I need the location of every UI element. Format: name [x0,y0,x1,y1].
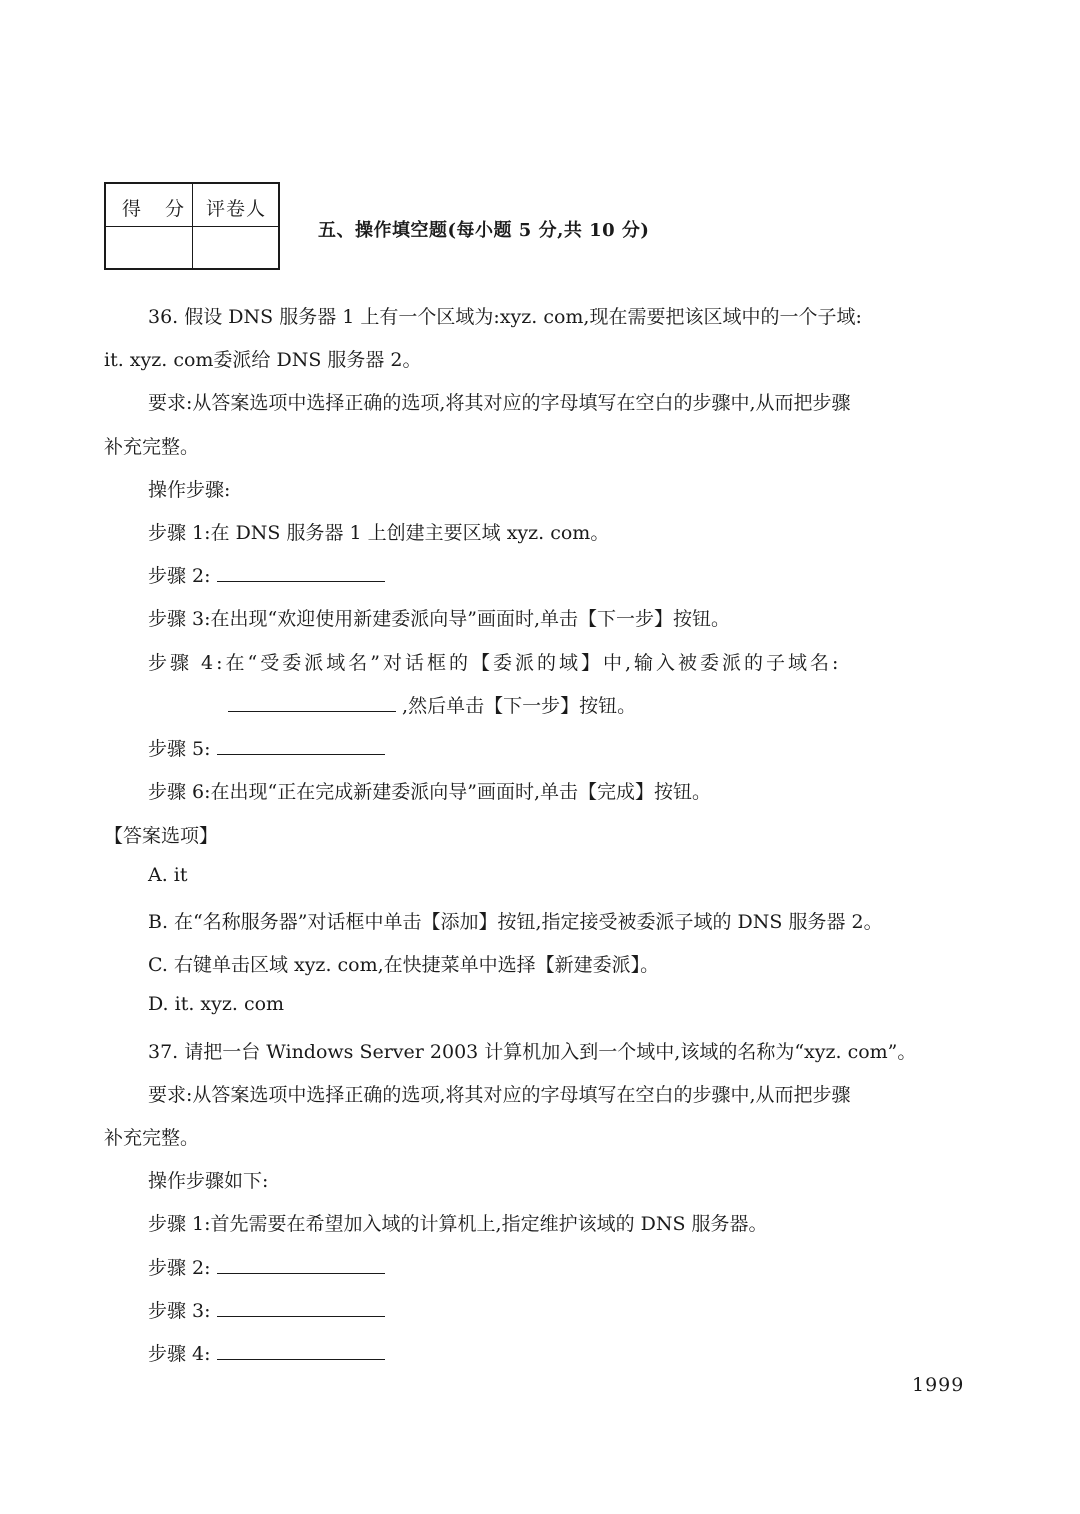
q36-step5-label: 步骤 5: [148,738,211,760]
q36-step3: 步骤 3:在出现“欢迎使用新建委派向导”画面时,单击【下一步】按钮。 [148,608,730,630]
q37-step2-label: 步骤 2: [148,1257,211,1279]
q36-option-b: B. 在“名称服务器”对话框中单击【添加】按钮,指定接受被委派子域的 DNS 服务器 2。 [148,911,883,933]
q36-requirement-line2: 补充完整。 [104,436,200,458]
q37-requirement-line1: 要求:从答案选项中选择正确的选项,将其对应的字母填写在空白的步骤中,从而把步骤 [148,1084,851,1106]
q36-requirement-line1: 要求:从答案选项中选择正确的选项,将其对应的字母填写在空白的步骤中,从而把步骤 [148,392,851,414]
q36-step2-label: 步骤 2: [148,565,211,587]
score-header-char1: 得 [122,198,142,220]
q37-steps-title: 操作步骤如下: [148,1170,269,1192]
score-header [122,194,184,221]
q36-line2: it. xyz. com委派给 DNS 服务器 2。 [104,349,422,371]
q36-step4-line1: 步骤 4:在“受委派域名”对话框的【委派的域】中,输入被委派的子域名: [148,652,842,674]
q37-step4 [148,1339,385,1366]
page-number: 1999 [912,1374,965,1396]
q36-step5-blank[interactable] [217,736,385,755]
q36-step4-line2 [228,691,636,718]
q37-step3-blank[interactable] [217,1298,385,1317]
grader-header: 评卷人 [206,198,267,220]
q36-line1: 36. 假设 DNS 服务器 1 上有一个区域为:xyz. com,现在需要把该区域中的一个子域: [148,306,862,328]
q37-step2-blank[interactable] [217,1255,385,1274]
q36-option-c: C. 右键单击区域 xyz. com,在快捷菜单中选择【新建委派】。 [148,954,660,976]
score-table [104,182,280,270]
q36-option-a: A. it [148,864,188,886]
q36-step2-blank[interactable] [217,563,385,582]
q37-step1: 步骤 1:首先需要在希望加入域的计算机上,指定维护该域的 DNS 服务器。 [148,1213,768,1235]
q37-step3-label: 步骤 3: [148,1300,211,1322]
section-title: 五、操作填空题(每小题 5 分,共 10 分) [318,220,650,241]
q36-answers-title: 【答案选项】 [104,825,219,847]
q37-step3 [148,1296,385,1323]
q37-requirement-line2: 补充完整。 [104,1127,200,1149]
q36-option-d: D. it. xyz. com [148,993,285,1015]
q36-steps-title: 操作步骤: [148,479,231,501]
q36-step4-blank[interactable] [228,693,396,712]
table-divider-vertical [192,184,193,268]
q37-step4-blank[interactable] [217,1341,385,1360]
q36-step1: 步骤 1:在 DNS 服务器 1 上创建主要区域 xyz. com。 [148,522,610,544]
q37-line1: 37. 请把一台 Windows Server 2003 计算机加入到一个域中,该域的名称为“xyz. com”。 [148,1041,917,1063]
score-header-char2: 分 [164,198,184,220]
q37-step2 [148,1253,385,1280]
q37-step4-label: 步骤 4: [148,1343,211,1365]
q36-step6: 步骤 6:在出现“正在完成新建委派向导”画面时,单击【完成】按钮。 [148,781,711,803]
q36-step2 [148,561,385,588]
q36-step4-suffix: ,然后单击【下一步】按钮。 [402,695,637,717]
q36-step5 [148,734,385,761]
